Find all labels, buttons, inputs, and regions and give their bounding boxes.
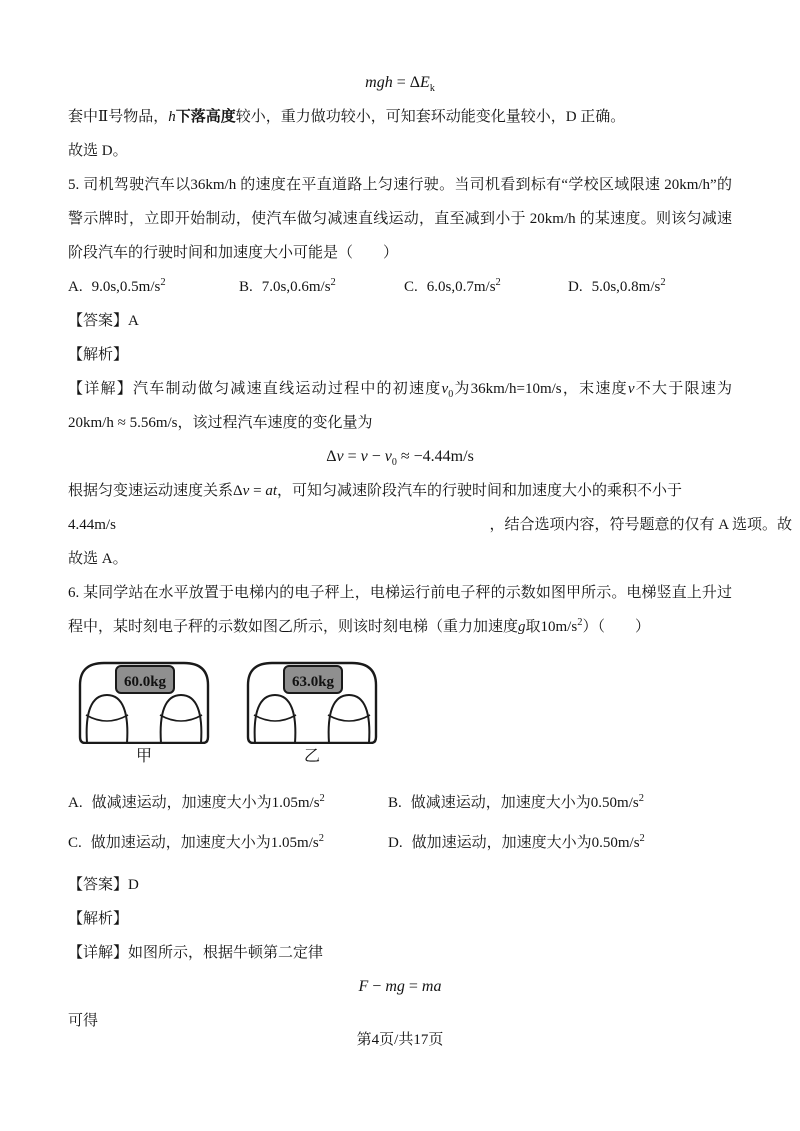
option-label: D. (388, 835, 403, 851)
option-value: 9.0s,0.5m/s (91, 279, 161, 295)
delta-symbol: Δ (409, 74, 421, 91)
superscript-2: 2 (577, 617, 583, 628)
detail-text: 根据匀变速运动速度关系 (68, 483, 234, 499)
option-value: 5.0s,0.8m/s (591, 279, 661, 295)
answer-tag: 【答案】 (68, 313, 129, 329)
option-value: 0.50m/s (590, 795, 639, 811)
conclusion-text-post: 较小，重力做功较小，可知套环动能变化量较小，D 正确。 (235, 109, 626, 125)
variable-v: v (627, 381, 635, 397)
q5-analysis-tag: 【解析】 (68, 347, 129, 363)
q5-option-c (404, 270, 568, 304)
electronic-scale-drawing (242, 658, 382, 744)
superscript-2: 2 (495, 277, 501, 288)
minus-sign: − (368, 978, 386, 995)
question5-options (68, 270, 732, 304)
scale-figure-jia (74, 658, 214, 768)
minus-sign: − (367, 448, 385, 465)
approx-value: ≈ −4.44m/s (396, 448, 474, 465)
stem-text: ）（ ） (582, 619, 650, 635)
q6-option-b (388, 786, 732, 820)
option-label: A. (68, 795, 83, 811)
page-footer: 第4页/共17页 (356, 1032, 444, 1048)
formula-newton-second-law (68, 970, 732, 1004)
equals-sign: = (249, 483, 266, 499)
superscript-2: 2 (318, 833, 324, 844)
delta-symbol: Δ (233, 483, 243, 499)
superscript-2: 2 (319, 793, 325, 804)
q5-answer-row (68, 304, 732, 338)
subscript-0: 0 (391, 457, 397, 469)
q5-detail-split-line (68, 508, 792, 542)
q6-option-d (388, 826, 732, 860)
variable-ma: ma (421, 978, 442, 995)
prev-solution-conclusion (68, 100, 732, 134)
q6-option-a (68, 786, 388, 820)
answer-value: A (128, 313, 139, 329)
scale-figure-yi (242, 658, 382, 768)
electronic-scale-drawing (74, 658, 214, 744)
detail-text: 汽车制动做匀减速直线运动过程中的初速度 (132, 381, 442, 397)
q5-option-b (239, 270, 404, 304)
option-text: 做加速运动，加速度大小为 (90, 835, 271, 851)
option-label: B. (239, 279, 253, 295)
option-value: 1.05m/s (271, 795, 320, 811)
option-value: 0.50m/s (591, 835, 640, 851)
option-label: D. (568, 279, 583, 295)
option-label: A. (68, 279, 83, 295)
variable-at: at (265, 483, 277, 499)
option-label: B. (388, 795, 402, 811)
equals-sign: = (343, 448, 361, 465)
superscript-2: 2 (160, 277, 166, 288)
answer-value: D (128, 877, 139, 893)
prev-solution-choose: 故选 D。 (68, 143, 128, 159)
answer-tag: 【答案】 (68, 877, 129, 893)
variable-v0: v (441, 381, 449, 397)
conclusion-bold-text: 下落高度 (175, 109, 236, 125)
variable-v: v (336, 448, 344, 465)
delta-symbol: Δ (326, 448, 337, 465)
variable-g: g (518, 619, 526, 635)
energy-symbol: E (420, 74, 430, 91)
option-value: 7.0s,0.6m/s (261, 279, 331, 295)
figure-caption-yi: 乙 (303, 748, 320, 765)
subscript-0: 0 (448, 389, 454, 400)
detail-text-right: ，结合选项内容，符号题意的仅有 A 选项。故 (489, 517, 792, 533)
option-value: 1.05m/s (270, 835, 319, 851)
question6-options (68, 786, 732, 860)
limit-speed-value: 20km/h ≈ 5.56m/s (68, 415, 178, 431)
detail-tag: 【详解】 (68, 381, 133, 397)
variable-F: F (358, 978, 369, 995)
formula-mgh-equals-delta-ek (68, 66, 732, 100)
subscript-k: k (429, 83, 435, 95)
superscript-2: 2 (638, 793, 644, 804)
variable-mg: mg (385, 978, 405, 995)
detail-text: 如图所示，根据牛顿第二定律 (128, 945, 324, 961)
speed-conversion: 36km/h=10m/s (470, 381, 562, 397)
detail-text: ，可知匀减速阶段汽车的行驶时间和加速度大小的乘积不小于 (276, 483, 682, 499)
question6-stem (68, 576, 732, 644)
option-label: C. (404, 279, 418, 295)
q6-answer-row (68, 868, 732, 902)
superscript-2: 2 (330, 277, 336, 288)
option-value: 6.0s,0.7m/s (426, 279, 496, 295)
superscript-2: 2 (639, 833, 645, 844)
detail-tag: 【详解】 (68, 945, 129, 961)
option-label: C. (68, 835, 82, 851)
detail-text: 为 (453, 381, 471, 397)
scale-reading-text: 60.0kg (123, 674, 167, 690)
q5-choose: 故选 A。 (68, 551, 128, 567)
superscript-2: 2 (660, 277, 666, 288)
detail-text: ，该过程汽车速度的变化量为 (177, 415, 373, 431)
conclusion-text-pre: 套中Ⅱ号物品， (68, 109, 169, 125)
q6-option-c (68, 826, 388, 860)
question5-stem: 5. 司机驾驶汽车以36km/h 的速度在平直道路上匀速行驶。当司机看到标有“学校区域限速 20km/h”的警示牌时，立即开始制动，使汽车做匀减速直线运动，直至减到小于 20km/h 的某速度。则该匀减速阶段汽车的行驶时间和加速度大小可能是（ ） (68, 177, 732, 261)
q5-option-d (568, 270, 732, 304)
formula-lhs: mgh (365, 74, 393, 91)
equals-sign: = (404, 978, 422, 995)
q6-detail-paragraph (68, 936, 732, 970)
detail-text: 不大于限速为 (634, 381, 732, 397)
formula-delta-v (68, 440, 732, 474)
option-text: 做加速运动，加速度大小为 (411, 835, 592, 851)
detail-text: ，末速度 (561, 381, 628, 397)
q6-detail-kede: 可得 (68, 1013, 99, 1029)
figure-caption-jia: 甲 (135, 748, 152, 765)
variable-v: v (242, 483, 250, 499)
scale-reading-text: 63.0kg (291, 674, 335, 690)
q6-analysis-tag: 【解析】 (68, 911, 129, 927)
stem-text: 取10m/s (525, 619, 578, 635)
equals-sign: = (392, 74, 410, 91)
scale-figures (74, 658, 732, 768)
q5-option-a (68, 270, 239, 304)
q5-detail-paragraph (68, 372, 732, 440)
threshold-value: 4.44m/s (68, 517, 116, 533)
q5-detail-relation-line (68, 474, 732, 508)
variable-h: h (168, 109, 176, 125)
variable-v0: v (384, 448, 392, 465)
stem-text: 6. 某同学站在水平放置于电梯内的电子秤上，电梯运行前电子秤的示数如图甲所示。电梯竖直上升过程中，某时刻电子秤的示数如图乙所示，则该时刻电梯（重力加速度 (68, 585, 732, 635)
option-text: 做减速运动，加速度大小为 (410, 795, 591, 811)
option-text: 做减速运动，加速度大小为 (91, 795, 272, 811)
variable-v: v (360, 448, 368, 465)
